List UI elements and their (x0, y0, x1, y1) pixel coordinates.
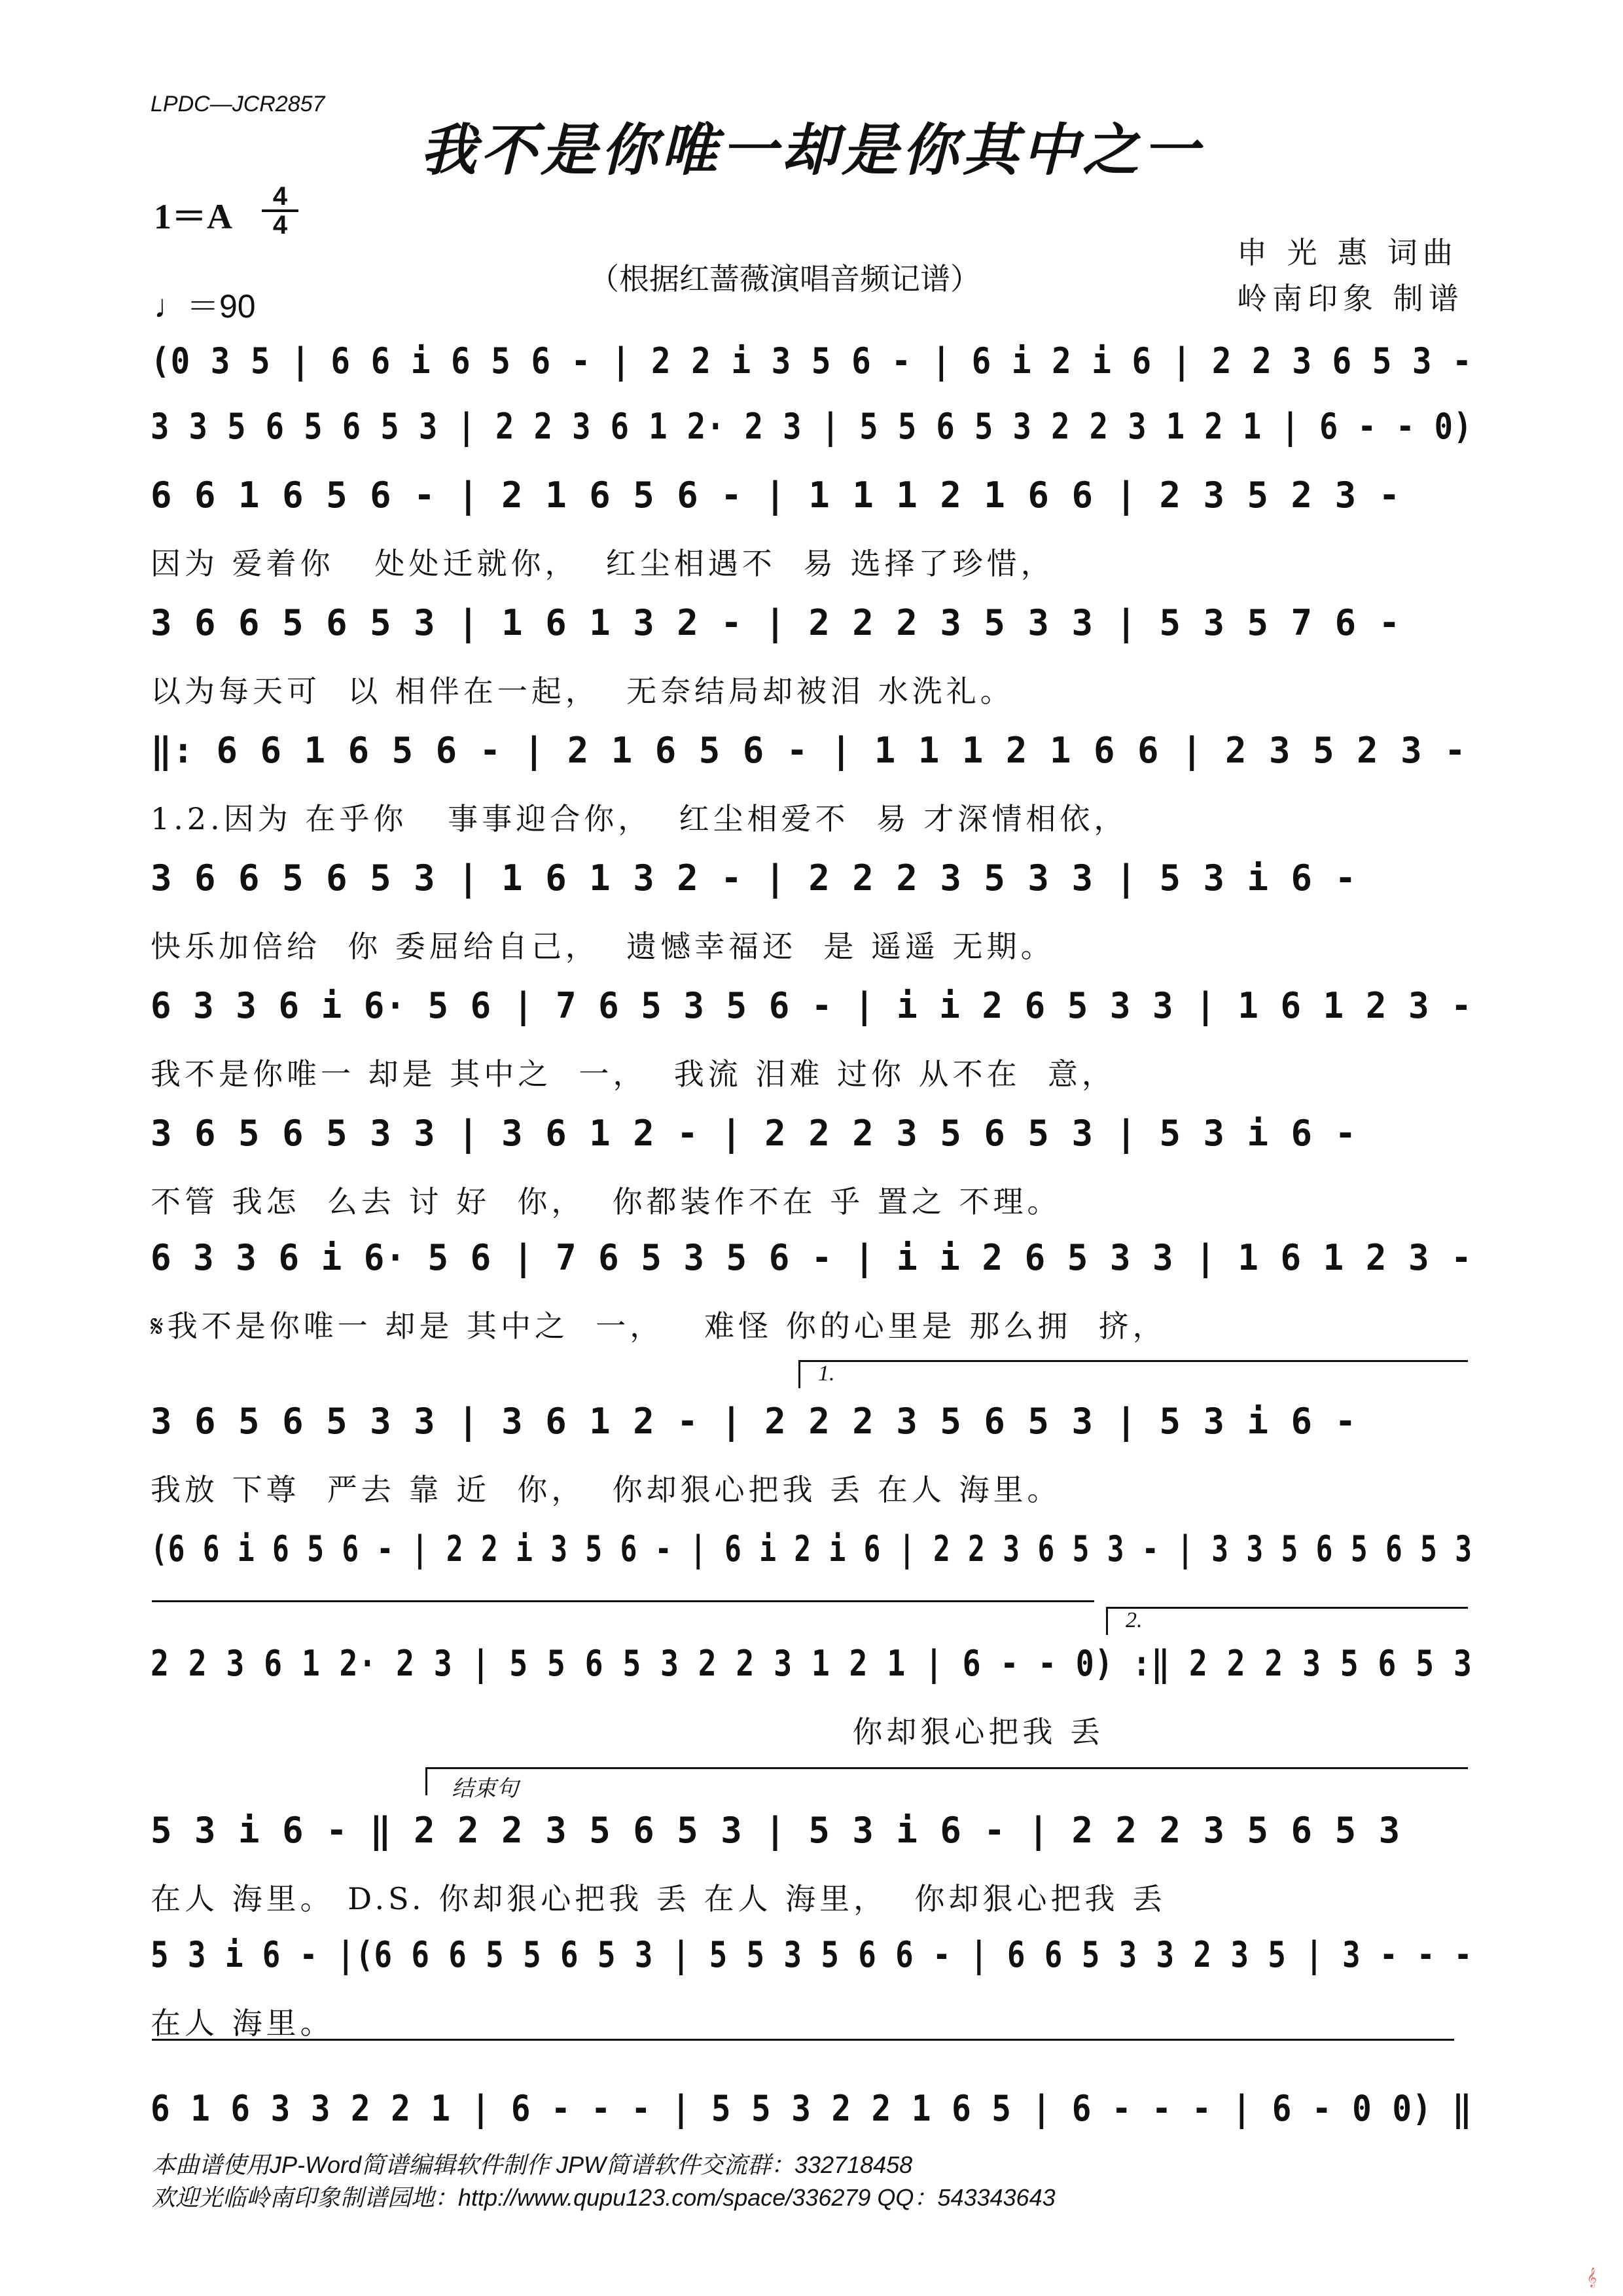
notation-line: 6 3 3 6 i 6· 5 6 | 7 6 5 3 5 6 - | i i 2 6 5 3 3 | 1 6 1 2 3 - (151, 1237, 1472, 1278)
lyric-line: 1.2.因为 在乎你 事事迎合你， 红尘相爱不 易 才深情相依， (151, 801, 1128, 836)
notation-line: 3 6 6 5 6 5 3 | 1 6 1 3 2 - | 2 2 2 3 5 3 3 | 5 3 i 6 - (151, 857, 1357, 899)
lyric-line: 你却狠心把我 丢 (151, 1714, 1104, 1749)
song-title: 我不是你唯一却是你其中之一 (420, 117, 1203, 183)
lyric-line: 我不是你唯一 却是 其中之 一， 我流 泪难 过你 从不在 意， (151, 1056, 1116, 1092)
tempo-value: ＝90 (187, 288, 256, 325)
lyric-line: 因为 爱着你 处处迁就你， 红尘相遇不 易 选择了珍惜， (151, 546, 1055, 581)
time-signature-bottom: 4 (272, 211, 288, 240)
site-watermark-logo: 𝄞 (1586, 2268, 1597, 2287)
tempo-marking (154, 280, 256, 327)
notation-line: 6 6 1 6 5 6 - | 2 1 6 5 6 - | 1 1 1 2 1 6 6 | 2 3 5 2 3 - (151, 475, 1401, 516)
key-signature: 1＝A (154, 197, 232, 236)
footer-line-2: 欢迎光临岭南印象制谱园地：http://www.qupu123.com/space/336279 QQ：543343643 (152, 2184, 1056, 2211)
volta-1-bracket (798, 1360, 1468, 1388)
notation-line: 3 6 5 6 5 3 3 | 3 6 1 2 - | 2 2 2 3 5 6 5 3 | 5 3 i 6 - (151, 1401, 1357, 1442)
ending-label: 结束句 (452, 1777, 518, 1801)
quarter-note-icon: ♩ (154, 288, 187, 325)
lyric-line: 在人 海里。 D.S. 你却狠心把我 丢 在人 海里， 你却狠心把我 丢 (151, 1881, 1166, 1916)
notation-line: 5 3 i 6 - ‖ 2 2 2 3 5 6 5 3 | 5 3 i 6 - | 2 2 2 3 5 6 5 3 (151, 1810, 1401, 1851)
notation-line: 6 3 3 6 i 6· 5 6 | 7 6 5 3 5 6 - | i i 2 6 5 3 3 | 1 6 1 2 3 - (151, 985, 1472, 1026)
notation-line: (6 6 i 6 5 6 - | 2 2 i 3 5 6 - | 6 i 2 i 6 | 2 2 3 6 5 3 - | 3 3 5 6 5 6 5 3 (151, 1528, 1472, 1570)
notation-line: 2 2 3 6 1 2· 2 3 | 5 5 6 5 3 2 2 3 1 2 1 | 6 - - 0) :‖ 2 2 2 3 5 6 5 3 (151, 1643, 1472, 1684)
ending-bracket (425, 1767, 1468, 1795)
notation-line: 3 6 5 6 5 3 3 | 3 6 1 2 - | 2 2 2 3 5 6 5 3 | 5 3 i 6 - (151, 1113, 1357, 1154)
lyricist-credit: 申 光 惠 词曲 (1237, 235, 1458, 270)
time-signature (262, 183, 298, 238)
lyric-line: 在人 海里。 (151, 2005, 334, 2041)
volta-1-label: 1. (818, 1361, 835, 1386)
notation-line: ‖: 6 6 1 6 5 6 - | 2 1 6 5 6 - | 1 1 1 2 1 6 6 | 2 3 5 2 3 - (151, 730, 1467, 771)
lyric-line: 𝄋我不是你唯一 却是 其中之 一， 难怪 你的心里是 那么拥 挤， (151, 1308, 1167, 1344)
final-phrase-line (152, 2039, 1454, 2041)
transcriber-credit: 岭南印象 制谱 (1237, 281, 1464, 316)
notation-line: (0 3 5 | 6 6 i 6 5 6 - | 2 2 i 3 5 6 - | 6 i 2 i 6 | 2 2 3 6 5 3 - (151, 340, 1472, 382)
volta-2-bracket (1106, 1607, 1468, 1635)
lyric-line: 以为每天可 以 相伴在一起， 无奈结局却被泪 水洗礼。 (151, 673, 1014, 709)
volta-1-continuation (152, 1600, 1094, 1602)
lyric-line: 不管 我怎 么去 讨 好 你， 你都装作不在 乎 置之 不理。 (151, 1184, 1061, 1219)
footer-line-1: 本曲谱使用JP-Word简谱编辑软件制作 JPW简谱软件交流群：332718458 (152, 2151, 913, 2178)
lyric-line: 我放 下尊 严去 靠 近 你， 你却狠心把我 丢 在人 海里。 (151, 1472, 1061, 1507)
catalog-number: LPDC—JCR2857 (151, 92, 325, 117)
volta-2-label: 2. (1126, 1608, 1143, 1632)
notation-line: 3 3 5 6 5 6 5 3 | 2 2 3 6 1 2· 2 3 | 5 5 6 5 3 2 2 3 1 2 1 | 6 - - 0) (151, 406, 1473, 447)
transcription-source: （根据红蔷薇演唱音频记谱） (589, 261, 980, 296)
notation-line: 6 1 6 3 3 2 2 1 | 6 - - - | 5 5 3 2 2 1 6 5 | 6 - - - | 6 - 0 0) ‖ (151, 2088, 1472, 2129)
time-signature-top: 4 (262, 183, 298, 212)
notation-line: 3 6 6 5 6 5 3 | 1 6 1 3 2 - | 2 2 2 3 5 3 3 | 5 3 5 7 6 - (151, 602, 1401, 643)
lyric-line: 快乐加倍给 你 委屈给自己， 遗憾幸福还 是 遥遥 无期。 (151, 929, 1055, 964)
notation-line: 5 3 i 6 - |(6 6 6 5 5 6 5 3 | 5 5 3 5 6 6 - | 6 6 5 3 3 2 3 5 | 3 - - - (151, 1934, 1473, 1975)
